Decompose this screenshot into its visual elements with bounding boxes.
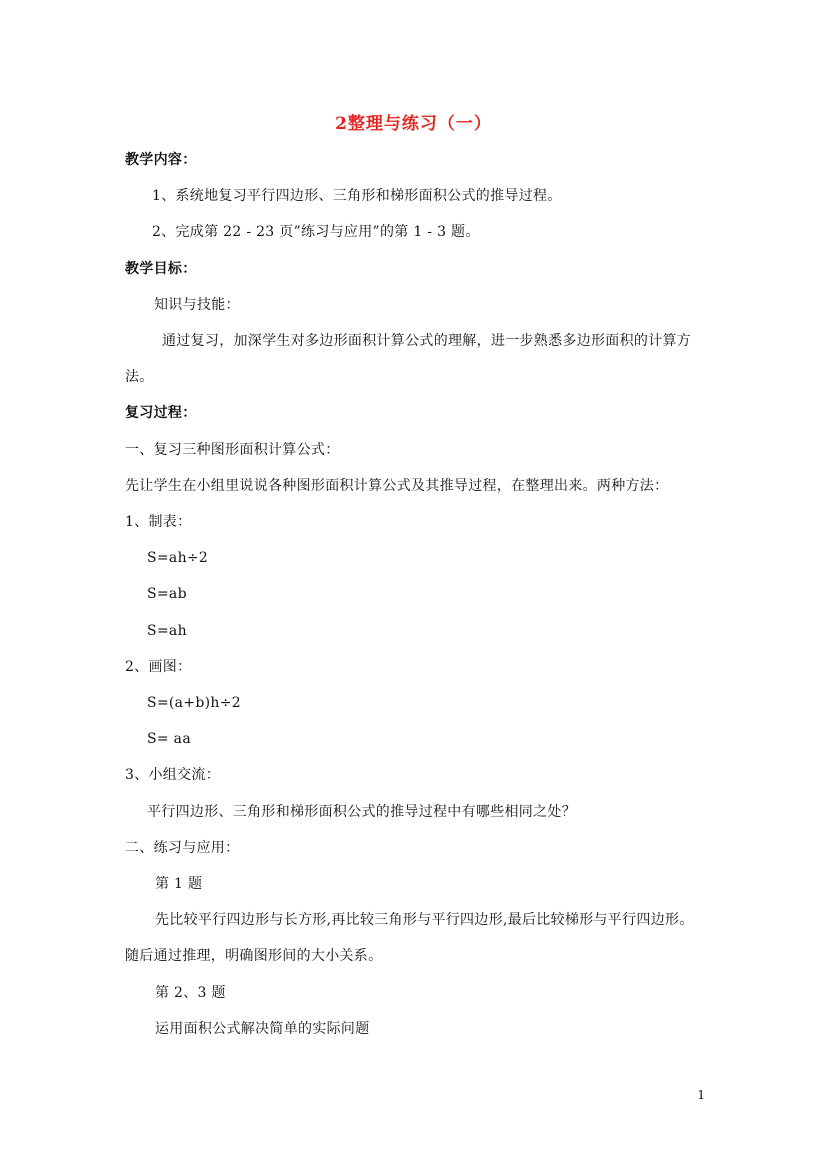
question-1-label: 第 1 题 [155, 876, 203, 892]
goal-heading: 教学目标： [125, 261, 197, 277]
process-heading: 复习过程： [125, 405, 197, 421]
content-heading: 教学内容： [125, 152, 197, 168]
formula-trapezoid: S=(a+b)h÷2 [147, 695, 241, 711]
section-2-title: 二、练习与应用： [125, 840, 240, 856]
goal-subheading: 知识与技能： [154, 297, 240, 313]
formula-triangle: S=ah÷2 [147, 550, 209, 566]
content-item-2: 2、完成第 22 - 23 页”练习与应用”的第 1 - 3 题。 [152, 224, 480, 240]
formula-parallelogram: S=ah [147, 623, 187, 639]
method-2-label: 2、画图： [125, 659, 192, 675]
document-title: 2整理与练习（一） [335, 114, 492, 134]
section-1-intro: 先让学生在小组里说说各种图形面积计算公式及其推导过程，在整理出来。两种方法： [125, 478, 669, 494]
section-1-title: 一、复习三种图形面积计算公式： [125, 442, 340, 458]
goal-text-line-1: 通过复习，加深学生对多边形面积计算公式的理解，进一步熟悉多边形面积的计算方 [162, 333, 692, 349]
method-1-label: 1、制表： [125, 514, 192, 530]
method-3-label: 3、小组交流： [125, 767, 221, 783]
question-1-text-line-1: 先比较平行四边形与长方形,再比较三角形与平行四边形,最后比较梯形与平行四边形。 [155, 912, 694, 928]
question-2-3-label: 第 2、3 题 [155, 985, 226, 1001]
goal-text-line-2: 法。 [125, 369, 154, 385]
question-2-3-text: 运用面积公式解决简单的实际问题 [155, 1021, 370, 1037]
content-item-1: 1、系统地复习平行四边形、三角形和梯形面积公式的推导过程。 [152, 188, 562, 204]
method-3-text: 平行四边形、三角形和梯形面积公式的推导过程中有哪些相同之处？ [147, 804, 576, 820]
page-number: 1 [697, 1088, 705, 1102]
question-1-text-line-2: 随后通过推理，明确图形间的大小关系。 [125, 948, 383, 964]
formula-rectangle: S=ab [147, 586, 187, 602]
formula-square: S= aa [147, 731, 191, 747]
